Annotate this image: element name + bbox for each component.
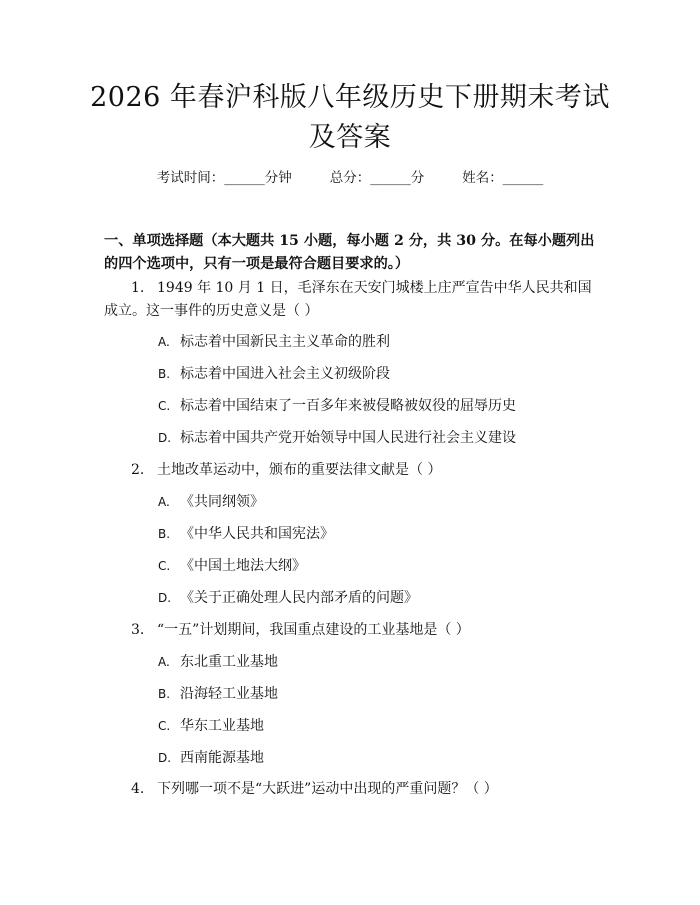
option-letter: A. <box>158 495 170 509</box>
option-letter: A. <box>158 655 170 669</box>
question-3-option-d <box>158 748 598 768</box>
question-number: 2. <box>131 462 145 478</box>
option-letter: B. <box>158 527 171 541</box>
option-text: 标志着中国进入社会主义初级阶段 <box>180 366 390 382</box>
question-2 <box>104 459 604 482</box>
question-number: 1. <box>131 280 145 296</box>
question-number: 3. <box>131 622 145 638</box>
question-number: 4. <box>131 781 145 797</box>
exam-time-field: 考试时间：______分钟 <box>156 170 292 186</box>
option-text: 《中国土地法大纲》 <box>180 558 306 574</box>
option-letter: C. <box>158 559 171 573</box>
question-2-option-d <box>158 588 598 608</box>
question-text: 1949 年 10 月 1 日，毛泽东在天安门城楼上庄严宣告中华人民共和国成立。这一事件的历史意义是（ ） <box>104 280 592 319</box>
option-letter: B. <box>158 687 171 701</box>
option-text: 沿海轻工业基地 <box>180 686 278 702</box>
section-heading: 一、单项选择题（本大题共 15 小题，每小题 2 分，共 30 分。在每小题列出的四个选项中，只有一项是最符合题目要求的。） <box>104 233 595 272</box>
question-1-option-b <box>158 364 598 384</box>
exam-meta <box>0 168 700 188</box>
option-text: 标志着中国共产党开始领导中国人民进行社会主义建设 <box>180 430 516 446</box>
option-letter: D. <box>158 751 172 765</box>
question-3 <box>104 619 604 642</box>
question-3-option-c <box>158 716 598 736</box>
option-text: 《关于正确处理人民内部矛盾的问题》 <box>180 590 418 606</box>
question-3-option-b <box>158 684 598 704</box>
question-1-option-a <box>158 332 598 352</box>
question-1-option-d <box>158 428 598 448</box>
question-2-option-a <box>158 492 598 512</box>
option-text: 标志着中国结束了一百多年来被侵略被奴役的屈辱历史 <box>180 398 516 414</box>
document-title: 2026 年春沪科版八年级历史下册期末考试及答案 <box>90 82 610 153</box>
option-letter: C. <box>158 399 171 413</box>
name-field: 姓名：______ <box>462 170 544 186</box>
option-letter: A. <box>158 335 170 349</box>
question-1 <box>104 277 604 323</box>
question-2-option-b <box>158 524 598 544</box>
option-letter: C. <box>158 719 171 733</box>
option-text: 东北重工业基地 <box>180 654 278 670</box>
option-letter: B. <box>158 367 171 381</box>
option-text: 华东工业基地 <box>180 718 264 734</box>
question-text: 土地改革运动中，颁布的重要法律文献是（ ） <box>157 462 442 478</box>
question-4 <box>104 778 604 801</box>
total-score-field: 总分：______分 <box>329 170 425 186</box>
question-1-option-c <box>158 396 598 416</box>
option-text: 标志着中国新民主主义革命的胜利 <box>180 334 390 350</box>
question-2-option-c <box>158 556 598 576</box>
option-letter: D. <box>158 591 172 605</box>
option-text: 西南能源基地 <box>180 750 264 766</box>
question-text: “一五”计划期间，我国重点建设的工业基地是（ ） <box>157 622 470 638</box>
option-letter: D. <box>158 431 172 445</box>
question-text: 下列哪一项不是“大跃进”运动中出现的严重问题？（ ） <box>157 781 498 797</box>
option-text: 《中华人民共和国宪法》 <box>180 526 334 542</box>
question-3-option-a <box>158 652 598 672</box>
option-text: 《共同纲领》 <box>180 494 264 510</box>
